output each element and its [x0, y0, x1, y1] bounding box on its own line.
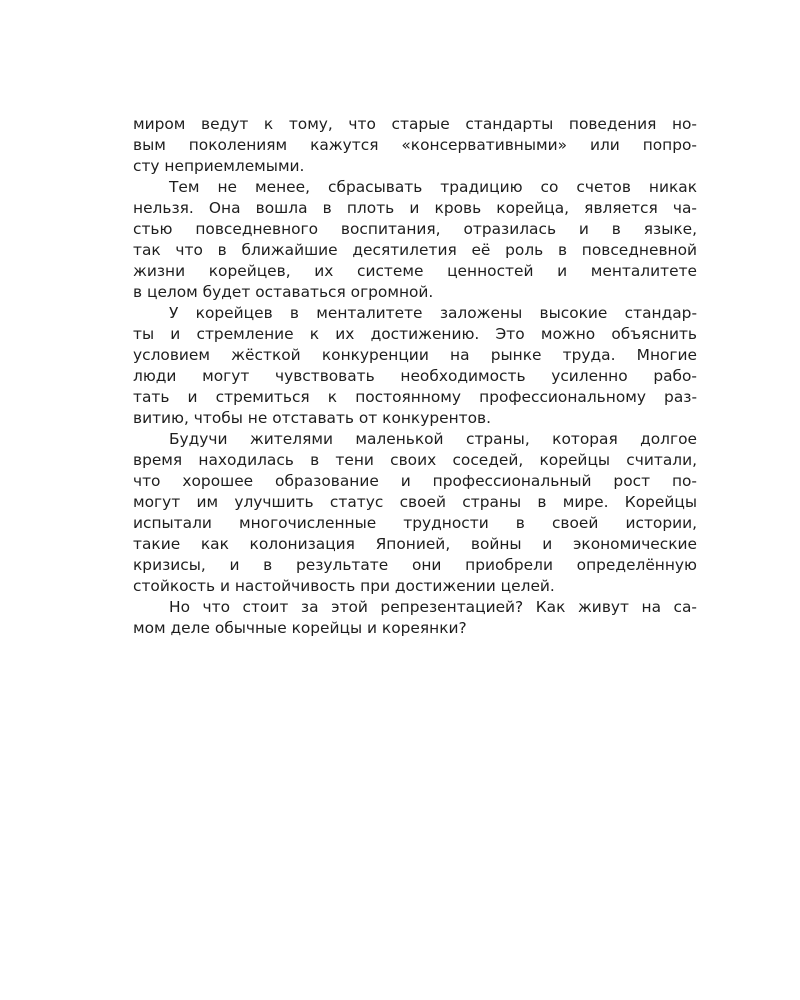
- text-line: сту неприемлемыми.: [133, 157, 305, 175]
- text-line: испытали многочисленные трудности в своей истории,: [133, 514, 697, 532]
- text-line: такие как колонизация Японией, войны и экономические: [133, 535, 697, 553]
- text-line: время находилась в тени своих соседей, корейцы считали,: [133, 451, 697, 469]
- text-line: стойкость и настойчивость при достижении целей.: [133, 577, 555, 595]
- text-line: стью повседневного воспитания, отразилась и в языке,: [133, 220, 697, 238]
- text-line: что хорошее образование и профессиональный рост по-: [133, 472, 697, 490]
- text-line: вым поколениям кажутся «консервативными» или попро-: [133, 136, 697, 154]
- text-line: кризисы, и в результате они приобрели определённую: [133, 556, 697, 574]
- paragraph-5: [133, 597, 697, 639]
- text-line: условием жёсткой конкуренции на рынке труда. Многие: [133, 346, 697, 364]
- paragraph-3: [133, 303, 697, 429]
- text-line: жизни корейцев, их системе ценностей и менталитете: [133, 262, 697, 280]
- text-line: Будучи жителями маленькой страны, которая долгое: [169, 430, 697, 448]
- text-line: могут им улучшить статус своей страны в мире. Корейцы: [133, 493, 697, 511]
- text-line: тать и стремиться к постоянному профессиональному раз-: [133, 388, 697, 406]
- paragraph-2: [133, 177, 697, 303]
- text-line: Тем не менее, сбрасывать традицию со счетов никак: [169, 178, 697, 196]
- text-line: витию, чтобы не отставать от конкурентов.: [133, 409, 491, 427]
- paragraph-4: [133, 429, 697, 597]
- text-line: нельзя. Она вошла в плоть и кровь корейца, является ча-: [133, 199, 697, 217]
- paragraph-1: [133, 114, 697, 177]
- page-body-text: [133, 114, 697, 639]
- text-line: в целом будет оставаться огромной.: [133, 283, 434, 301]
- text-line: У корейцев в менталитете заложены высокие стандар-: [169, 304, 697, 322]
- text-line: мом деле обычные корейцы и кореянки?: [133, 619, 467, 637]
- text-line: люди могут чувствовать необходимость усиленно рабо-: [133, 367, 697, 385]
- text-line: миром ведут к тому, что старые стандарты поведения но-: [133, 115, 697, 133]
- text-line: Но что стоит за этой репрезентацией? Как живут на са-: [169, 598, 697, 616]
- text-line: так что в ближайшие десятилетия её роль в повседневной: [133, 241, 697, 259]
- text-line: ты и стремление к их достижению. Это можно объяснить: [133, 325, 697, 343]
